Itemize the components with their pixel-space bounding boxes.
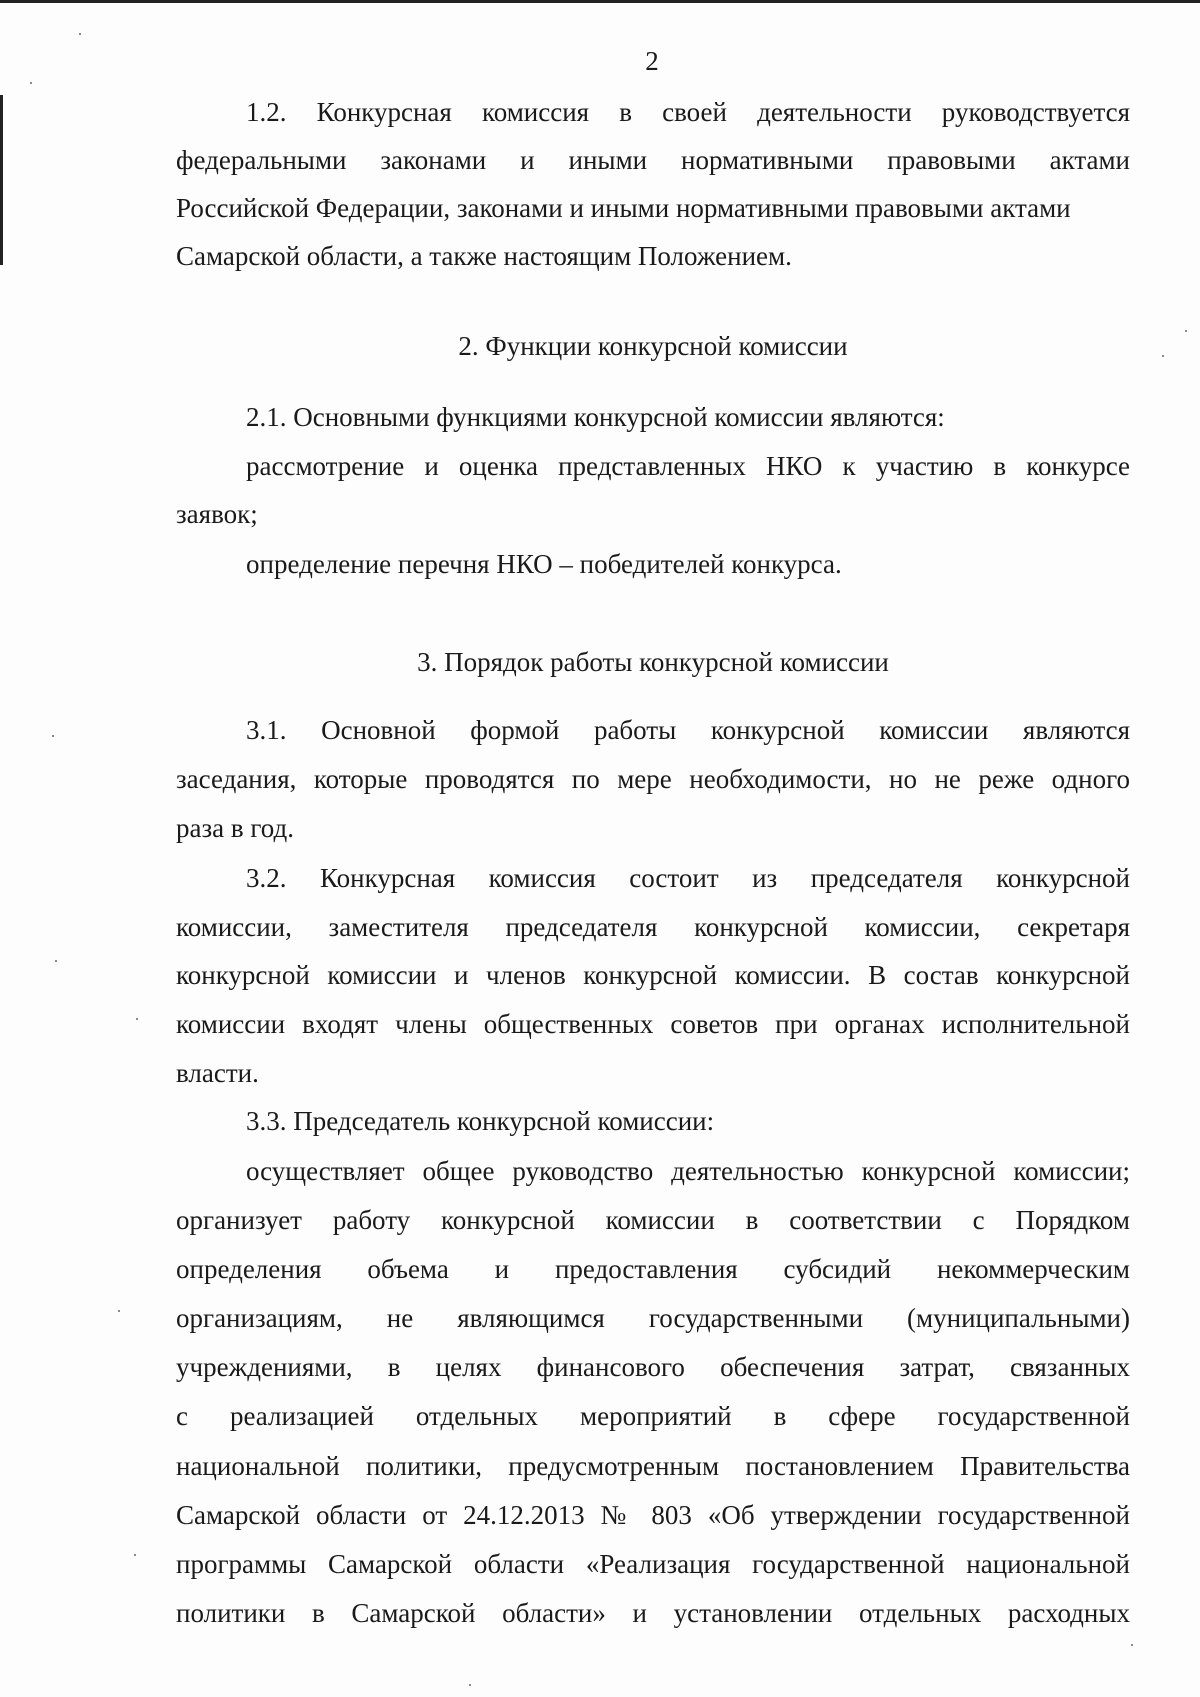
paragraph-1-2-line-2: федеральными законами и иными нормативными правовыми актами xyxy=(176,145,1130,175)
paragraph-1-2-line-4: Самарской области, а также настоящим Положением. xyxy=(176,241,792,271)
scan-speck xyxy=(30,82,32,84)
paragraph-3-3-line-3: определения объема и предоставления субсидий некоммерческим xyxy=(176,1254,1130,1284)
paragraph-3-1-line-1: 3.1. Основной формой работы конкурсной комиссии являются xyxy=(246,715,1130,745)
scan-top-edge xyxy=(0,0,1200,3)
paragraph-3-3-line-4: организациям, не являющимся государственными (муниципальными) xyxy=(176,1303,1130,1333)
scan-speck xyxy=(118,1310,120,1312)
paragraph-3-3-line-7: национальной политики, предусмотренным постановлением Правительства xyxy=(176,1451,1130,1481)
paragraph-2-1-line-4: определение перечня НКО – победителей конкурса. xyxy=(246,549,842,579)
section-2-heading: 2. Функции конкурсной комиссии xyxy=(458,331,848,361)
page-number: 2 xyxy=(645,46,659,76)
paragraph-3-1-line-3: раза в год. xyxy=(176,813,294,843)
scan-speck xyxy=(52,735,54,737)
paragraph-3-3-line-6: с реализацией отдельных мероприятий в сфере государственной xyxy=(176,1401,1130,1431)
paragraph-2-1-line-1: 2.1. Основными функциями конкурсной комиссии являются: xyxy=(246,402,945,432)
paragraph-3-3-line-10: политики в Самарской области» и установлении отдельных расходных xyxy=(176,1598,1130,1628)
scan-speck xyxy=(1185,330,1187,332)
paragraph-3-2-line-1: 3.2. Конкурсная комиссия состоит из председателя конкурсной xyxy=(246,863,1130,893)
paragraph-3-2-line-5: власти. xyxy=(176,1058,259,1088)
paragraph-3-2-line-3: конкурсной комиссии и членов конкурсной комиссии. В состав конкурсной xyxy=(176,960,1130,990)
paragraph-3-2-line-2: комиссии, заместителя председателя конкурсной комиссии, секретаря xyxy=(176,912,1130,942)
paragraph-3-3-line-1: осуществляет общее руководство деятельностью конкурсной комиссии; xyxy=(246,1156,1130,1186)
paragraph-3-3-line-2: организует работу конкурсной комиссии в соответствии с Порядком xyxy=(176,1205,1130,1235)
paragraph-3-3-heading: 3.3. Председатель конкурсной комиссии: xyxy=(246,1106,715,1136)
paragraph-3-3-line-9: программы Самарской области «Реализация государственной национальной xyxy=(176,1549,1130,1579)
scan-speck xyxy=(1131,1644,1133,1646)
paragraph-2-1-line-3: заявок; xyxy=(176,499,258,529)
paragraph-1-2-line-1: 1.2. Конкурсная комиссия в своей деятельности руководствуется xyxy=(246,97,1130,127)
scan-speck xyxy=(1162,355,1164,357)
section-3-heading: 3. Порядок работы конкурсной комиссии xyxy=(417,647,889,677)
paragraph-2-1-line-2: рассмотрение и оценка представленных НКО к участию в конкурсе xyxy=(246,451,1130,481)
scan-left-mark xyxy=(0,95,3,265)
paragraph-3-2-line-4: комиссии входят члены общественных советов при органах исполнительной xyxy=(176,1009,1130,1039)
scan-speck xyxy=(136,1018,138,1020)
scan-speck xyxy=(55,960,57,962)
paragraph-1-2-line-3: Российской Федерации, законами и иными нормативными правовыми актами xyxy=(176,193,1071,223)
scan-speck xyxy=(79,33,81,35)
scan-speck xyxy=(469,1684,471,1686)
paragraph-3-3-line-8: Самарской области от 24.12.2013 № 803 «Об утверждении государственной xyxy=(176,1500,1130,1530)
scan-speck xyxy=(134,1554,136,1556)
paragraph-3-3-line-5: учреждениями, в целях финансового обеспечения затрат, связанных xyxy=(176,1352,1130,1382)
paragraph-3-1-line-2: заседания, которые проводятся по мере необходимости, но не реже одного xyxy=(176,764,1130,794)
